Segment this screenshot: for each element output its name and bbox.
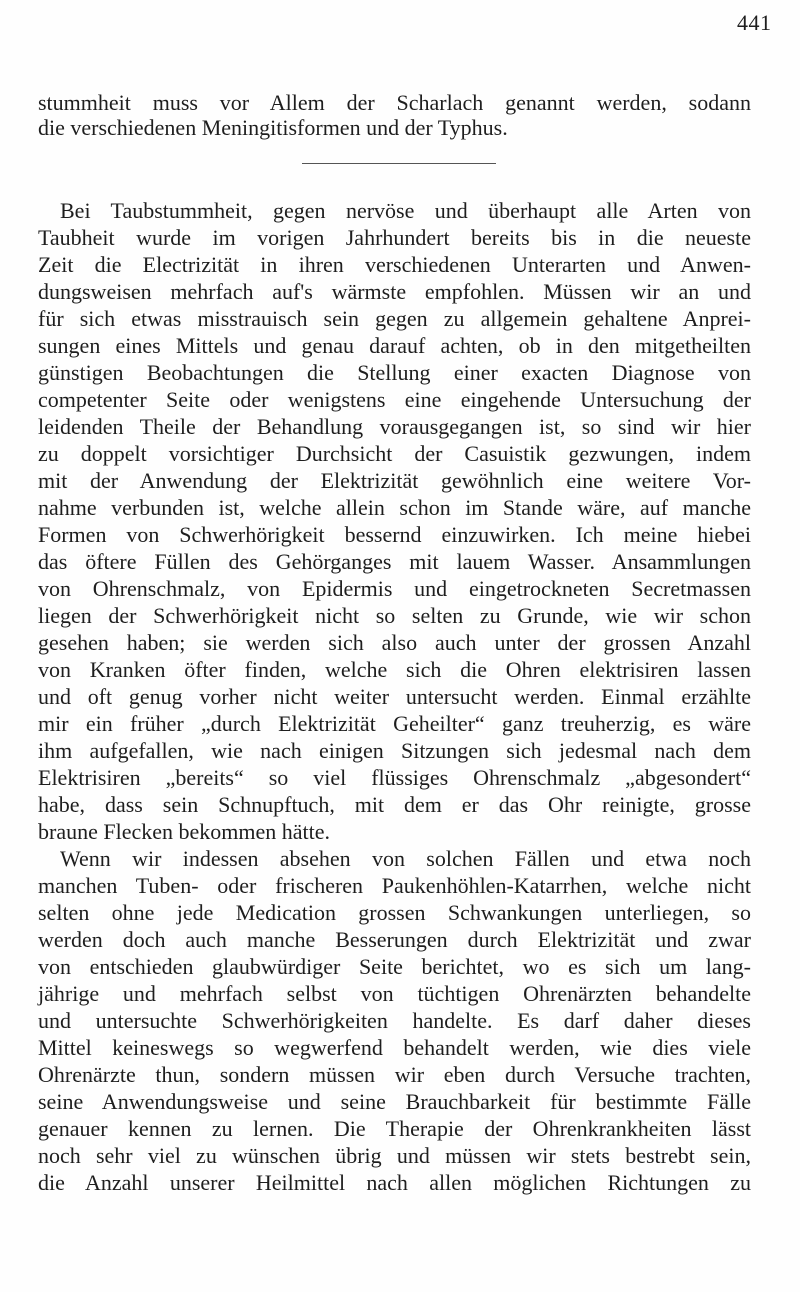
text-line: günstigen Beobachtungen die Stellung einer exacten Diagnose von xyxy=(38,360,751,385)
text-line: und untersuchte Schwerhörigkeiten handelte. Es darf daher dieses xyxy=(38,1008,751,1033)
text-line: manchen Tuben- oder frischeren Paukenhöhlen-Katarrhen, welche nicht xyxy=(38,873,751,898)
text-line: werden doch auch manche Besserungen durch Elektrizität und zwar xyxy=(38,927,751,952)
text-line: nahme verbunden ist, welche allein schon im Stande wäre, auf manche xyxy=(38,495,751,520)
text-line: mir ein früher „durch Elektrizität Geheilter“ ganz treuherzig, es wäre xyxy=(38,711,751,736)
page-number: 441 xyxy=(737,10,772,35)
text-line: leidenden Theile der Behandlung vorausgegangen ist, so sind wir hier xyxy=(38,414,751,439)
text-line: die verschiedenen Meningitisformen und der Typhus. xyxy=(38,115,508,140)
text-line: das öftere Füllen des Gehörganges mit lauem Wasser. Ansammlungen xyxy=(38,549,751,574)
text-line: Elektrisiren „bereits“ so viel flüssiges Ohrenschmalz „abgesondert“ xyxy=(38,765,751,790)
text-line: dungsweisen mehrfach auf's wärmste empfohlen. Müssen wir an und xyxy=(38,279,751,304)
text-line: noch sehr viel zu wünschen übrig und müssen wir stets bestrebt sein, xyxy=(38,1143,751,1168)
text-line: selten ohne jede Medication grossen Schwankungen unterliegen, so xyxy=(38,900,751,925)
text-line: von entschieden glaubwürdiger Seite berichtet, wo es sich um lang- xyxy=(38,954,751,979)
text-line: ihm aufgefallen, wie nach einigen Sitzungen sich jedesmal nach dem xyxy=(38,738,751,763)
text-line: braune Flecken bekommen hätte. xyxy=(38,819,331,844)
text-line: Taubheit wurde im vorigen Jahrhundert bereits bis in die neueste xyxy=(38,225,751,250)
text-line: Bei Taubstummheit, gegen nervöse und überhaupt alle Arten von xyxy=(60,198,751,223)
text-line: jährige und mehrfach selbst von tüchtigen Ohrenärzten behandelte xyxy=(38,981,751,1006)
text-line: für sich etwas misstrauisch sein gegen zu allgemein gehaltene Anprei- xyxy=(38,306,751,331)
text-line: Formen von Schwerhörigkeit bessernd einzuwirken. Ich meine hiebei xyxy=(38,522,751,547)
text-line: gesehen haben; sie werden sich also auch unter der grossen Anzahl xyxy=(38,630,751,655)
text-line: Mittel keineswegs so wegwerfend behandelt werden, wie dies viele xyxy=(38,1035,751,1060)
text-line: und oft genug vorher nicht weiter untersucht werden. Einmal erzählte xyxy=(38,684,751,709)
text-line: seine Anwendungsweise und seine Brauchbarkeit für bestimmte Fälle xyxy=(38,1089,751,1114)
text-line: genauer kennen zu lernen. Die Therapie der Ohrenkrankheiten lässt xyxy=(38,1116,751,1141)
text-line: stummheit muss vor Allem der Scharlach genannt werden, sodann xyxy=(38,90,751,115)
text-line: von Kranken öfter finden, welche sich die Ohren elektrisiren lassen xyxy=(38,657,751,682)
text-line: liegen der Schwerhörigkeit nicht so selten zu Grunde, wie wir schon xyxy=(38,603,751,628)
text-line: mit der Anwendung der Elektrizität gewöhnlich eine weitere Vor- xyxy=(38,468,751,493)
text-line: Wenn wir indessen absehen von solchen Fällen und etwa noch xyxy=(60,846,751,871)
text-line: von Ohrenschmalz, von Epidermis und eingetrockneten Secretmassen xyxy=(38,576,751,601)
text-line: competenter Seite oder wenigstens eine eingehende Untersuchung der xyxy=(38,387,751,412)
text-line: sungen eines Mittels und genau darauf achten, ob in den mitgetheilten xyxy=(38,333,751,358)
text-line: habe, dass sein Schnupftuch, mit dem er das Ohr reinigte, grosse xyxy=(38,792,751,817)
text-line: die Anzahl unserer Heilmittel nach allen möglichen Richtungen zu xyxy=(38,1170,751,1195)
text-line: Ohrenärzte thun, sondern müssen wir eben durch Versuche trachten, xyxy=(38,1062,751,1087)
text-line: Zeit die Electrizität in ihren verschiedenen Unterarten und Anwen- xyxy=(38,252,751,277)
section-divider xyxy=(302,163,496,164)
text-line: zu doppelt vorsichtiger Durchsicht der Casuistik gezwungen, indem xyxy=(38,441,751,466)
